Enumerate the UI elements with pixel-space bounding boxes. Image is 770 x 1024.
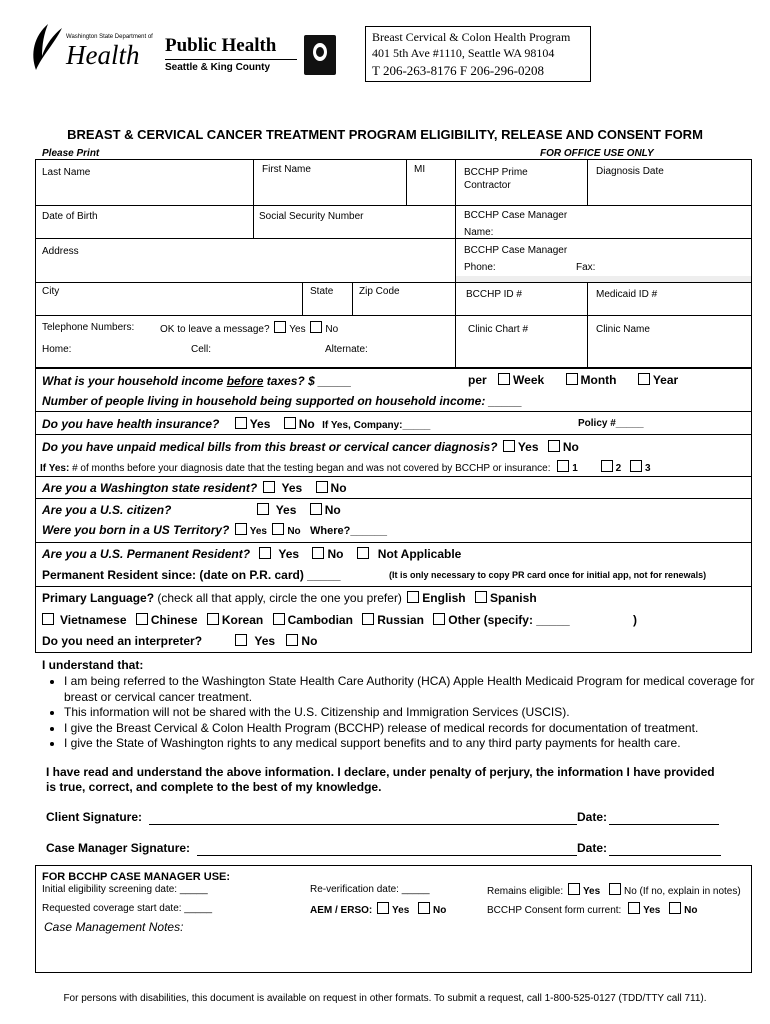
perm-resident-no-checkbox[interactable] — [312, 547, 324, 559]
wa-resident-no-checkbox[interactable] — [316, 481, 328, 493]
client-signature-line[interactable] — [149, 824, 577, 825]
ssn-field[interactable]: Social Security Number — [259, 211, 364, 222]
language-question: Primary Language? — [42, 591, 155, 605]
case-manager-use-heading: FOR BCCHP CASE MANAGER USE: — [42, 871, 231, 883]
client-date-line[interactable] — [609, 824, 719, 825]
citizen-no-checkbox[interactable] — [310, 503, 322, 515]
insurance-company-field[interactable]: If Yes, Company:_____ — [322, 420, 431, 431]
form-title: BREAST & CERVICAL CANCER TREATMENT PROGRAM ELIGIBILITY, RELEASE AND CONSENT FORM — [67, 127, 703, 142]
consent-current-row: BCCHP Consent form current: Yes No — [487, 902, 697, 916]
aem-no-checkbox[interactable] — [418, 902, 430, 914]
case-manager-phone-field[interactable]: Phone: — [464, 262, 496, 273]
aem-yes-checkbox[interactable] — [377, 902, 389, 914]
months-before-row: If Yes: # of months before your diagnosis date that the testing began and was not covered by BCCHP or insurance: 1 2 3 — [40, 460, 651, 474]
bcchp-id-field[interactable]: BCCHP ID # — [466, 289, 522, 300]
language-options-row: Vietnamese Chinese Korean Cambodian Russian Other (specify: _____ — [40, 613, 570, 627]
ok-message-no-label: No — [325, 324, 339, 335]
program-address: 401 5th Ave #1110, Seattle WA 98104 — [372, 46, 555, 60]
telephone-label: Telephone Numbers: — [42, 322, 135, 333]
reverification-field[interactable]: Re-verification date: _____ — [310, 884, 430, 895]
accessibility-footer: For persons with disabilities, this document is available on request in other formats. To submit a request, call 1-800-525-0127 (TDD/TTY call 711). — [63, 993, 707, 1004]
ok-message-yes-checkbox[interactable] — [274, 321, 286, 333]
months-before-label: # of months before your diagnosis date that the testing began and was not covered by BCCHP or insurance: — [72, 463, 551, 474]
clinic-name-field[interactable]: Clinic Name — [596, 324, 650, 335]
income-question: What is your household income before taxes? $ _____ — [42, 374, 352, 388]
income-before: before — [226, 374, 264, 388]
consent-no-checkbox[interactable] — [669, 902, 681, 914]
client-date-label: Date: — [577, 810, 608, 824]
program-info-box — [365, 26, 591, 82]
case-management-notes-label: Case Management Notes: — [44, 920, 184, 934]
year-checkbox[interactable] — [638, 373, 650, 385]
aem-erso-row: AEM / ERSO: Yes No — [310, 902, 446, 916]
perm-resident-yes-checkbox[interactable] — [259, 547, 271, 559]
russian-checkbox[interactable] — [362, 613, 374, 625]
ph-emblem-icon — [304, 35, 336, 75]
cell-phone-field[interactable]: Cell: — [191, 344, 212, 355]
interpreter-question: Do you need an interpreter? — [42, 634, 203, 648]
consent-yes-checkbox[interactable] — [628, 902, 640, 914]
prime-contractor-field[interactable]: BCCHP Prime Contractor — [464, 167, 528, 191]
first-name-field[interactable]: First Name — [262, 164, 311, 175]
vietnamese-checkbox[interactable] — [42, 613, 54, 625]
understand-heading: I understand that: — [42, 658, 144, 672]
interpreter-row: Do you need an interpreter? Yes No — [42, 634, 318, 648]
perm-resident-row: Are you a U.S. Permanent Resident? Yes No Not Applicable — [42, 547, 462, 561]
cambodian-checkbox[interactable] — [273, 613, 285, 625]
understand-list — [28, 674, 764, 752]
case-manager-name-field[interactable]: Name: — [464, 227, 494, 238]
declaration-text: I have read and understand the above information. I declare, under penalty of perjury, the information I have provided is true, correct, and complete to the best of my knowledge. — [46, 765, 715, 794]
insurance-yes-checkbox[interactable] — [235, 417, 247, 429]
medicaid-id-field[interactable]: Medicaid ID # — [596, 289, 658, 300]
ok-message-label: OK to leave a message? — [160, 324, 270, 335]
citizen-row: Are you a U.S. citizen? Yes No — [42, 503, 341, 517]
ok-message-no-checkbox[interactable] — [310, 321, 322, 333]
income-period-row: per Week Month Year — [468, 373, 679, 387]
ph-sub: Seattle & King County — [165, 62, 271, 73]
wa-health-word: Health — [66, 40, 140, 70]
other-close-paren: ) — [633, 613, 637, 627]
territory-where-field[interactable]: Where?______ — [310, 525, 388, 537]
state-field[interactable]: State — [310, 286, 334, 297]
understand-item: • I am being referred to the Washington State Health Care Authority (HCA) Apple Health Medicaid Program for medical coverage for breast or cervical cancer treatment. — [64, 674, 764, 705]
wa-resident-row: Are you a Washington state resident? Yes No — [42, 481, 347, 495]
case-manager-fax-field[interactable]: Fax: — [576, 262, 596, 273]
per-label: per — [468, 373, 487, 387]
home-phone-field[interactable]: Home: — [42, 344, 72, 355]
understand-item: • This information will not be shared with the U.S. Citizenship and Immigration Services (USCIS). — [64, 705, 764, 721]
other-language-field[interactable]: Other (specify: _____ — [448, 613, 570, 627]
diagnosis-date-field[interactable]: Diagnosis Date — [596, 166, 664, 177]
korean-checkbox[interactable] — [207, 613, 219, 625]
month-checkbox[interactable] — [566, 373, 578, 385]
ok-message-row — [160, 321, 338, 335]
understand-item: • I give the State of Washington rights to any medical support benefits and to any third party payments for health care. — [64, 736, 764, 752]
clinic-chart-field[interactable]: Clinic Chart # — [468, 324, 529, 335]
ph-underline — [165, 59, 297, 60]
unpaid-no-checkbox[interactable] — [548, 440, 560, 452]
language-row: Primary Language? (check all that apply, circle the one you prefer) English Spanish — [42, 591, 537, 605]
english-checkbox[interactable] — [407, 591, 419, 603]
remains-eligible-row: Remains eligible: Yes No (If no, explain in notes) — [487, 883, 741, 897]
week-checkbox[interactable] — [498, 373, 510, 385]
wa-agency-small: Washington State Department of — [66, 34, 153, 40]
client-info-block — [35, 159, 752, 368]
citizen-question: Are you a U.S. citizen? — [42, 503, 172, 517]
perm-resident-question: Are you a U.S. Permanent Resident? — [42, 547, 251, 561]
case-manager-date-label: Date: — [577, 841, 608, 855]
shaded-phone-row — [456, 276, 751, 282]
please-print: Please Print — [42, 148, 100, 159]
case-manager2-label: BCCHP Case Manager — [464, 245, 568, 256]
remains-yes-checkbox[interactable] — [568, 883, 580, 895]
alternate-phone-field[interactable]: Alternate: — [325, 344, 368, 355]
wa-health-leaf-icon — [28, 22, 64, 72]
insurance-row: Do you have health insurance? Yes No If Yes, Company:_____ — [42, 417, 431, 431]
initial-screening-field[interactable]: Initial eligibility screening date: _____ — [42, 884, 208, 895]
months-1-checkbox[interactable] — [557, 460, 569, 472]
program-name: Breast Cervical & Colon Health Program — [372, 30, 571, 44]
case-management-notes-area[interactable] — [44, 938, 744, 970]
months-2-checkbox[interactable] — [601, 460, 613, 472]
spanish-checkbox[interactable] — [475, 591, 487, 603]
zip-field[interactable]: Zip Code — [359, 286, 400, 297]
unpaid-bills-row: Do you have unpaid medical bills from this breast or cervical cancer diagnosis? Yes No — [42, 440, 579, 454]
address-field[interactable]: Address — [42, 246, 79, 257]
household-question: Number of people living in household being supported on household income: _____ — [42, 394, 523, 408]
ok-message-yes-label: Yes — [289, 324, 306, 335]
citizen-yes-checkbox[interactable] — [257, 503, 269, 515]
office-use-label: FOR OFFICE USE ONLY — [540, 148, 654, 159]
insurance-question: Do you have health insurance? — [42, 417, 220, 431]
policy-field[interactable]: Policy #_____ — [578, 418, 644, 429]
city-field[interactable]: City — [42, 286, 60, 297]
last-name-field[interactable]: Last Name — [42, 167, 91, 178]
public-health-logo — [157, 29, 342, 79]
unpaid-yes-checkbox[interactable] — [503, 440, 515, 452]
dob-field[interactable]: Date of Birth — [42, 211, 98, 222]
case-manager-label: BCCHP Case Manager — [464, 210, 568, 221]
perm-resident-na-checkbox[interactable] — [357, 547, 369, 559]
territory-yes-checkbox[interactable] — [235, 523, 247, 535]
mi-field[interactable]: MI — [414, 164, 426, 175]
unpaid-bills-question: Do you have unpaid medical bills from this breast or cervical cancer diagnosis? — [42, 440, 498, 454]
wa-resident-yes-checkbox[interactable] — [263, 481, 275, 493]
if-yes-label: If Yes: — [40, 463, 70, 474]
other-checkbox[interactable] — [433, 613, 445, 625]
pr-note: (It is only necessary to copy PR card once for initial app, not for renewals) — [389, 570, 707, 580]
wa-resident-question: Are you a Washington state resident? — [42, 481, 258, 495]
wa-health-logo — [28, 22, 153, 72]
territory-row: Were you born in a US Territory? Yes No Where?______ — [42, 523, 388, 537]
requested-coverage-field[interactable]: Requested coverage start date: _____ — [42, 903, 213, 914]
program-phone-fax: T 206-263-8176 F 206-296-0208 — [372, 63, 545, 78]
case-manager-signature-label: Case Manager Signature: — [46, 841, 191, 855]
territory-no-checkbox[interactable] — [272, 523, 284, 535]
case-manager-signature-line[interactable] — [197, 855, 577, 856]
months-3-checkbox[interactable] — [630, 460, 642, 472]
remains-no-checkbox[interactable] — [609, 883, 621, 895]
insurance-no-checkbox[interactable] — [284, 417, 296, 429]
ph-title: Public Health — [165, 35, 277, 56]
interpreter-yes-checkbox[interactable] — [235, 634, 247, 646]
case-manager-date-line[interactable] — [609, 855, 721, 856]
client-signature-label: Client Signature: — [46, 810, 143, 824]
territory-question: Were you born in a US Territory? — [42, 523, 230, 537]
interpreter-no-checkbox[interactable] — [286, 634, 298, 646]
chinese-checkbox[interactable] — [136, 613, 148, 625]
understand-item: • I give the Breast Cervical & Colon Health Program (BCCHP) release of medical records for documentation of treatment. — [64, 721, 764, 737]
pr-since-field[interactable]: Permanent Resident since: (date on P.R. card) _____ — [42, 568, 341, 582]
